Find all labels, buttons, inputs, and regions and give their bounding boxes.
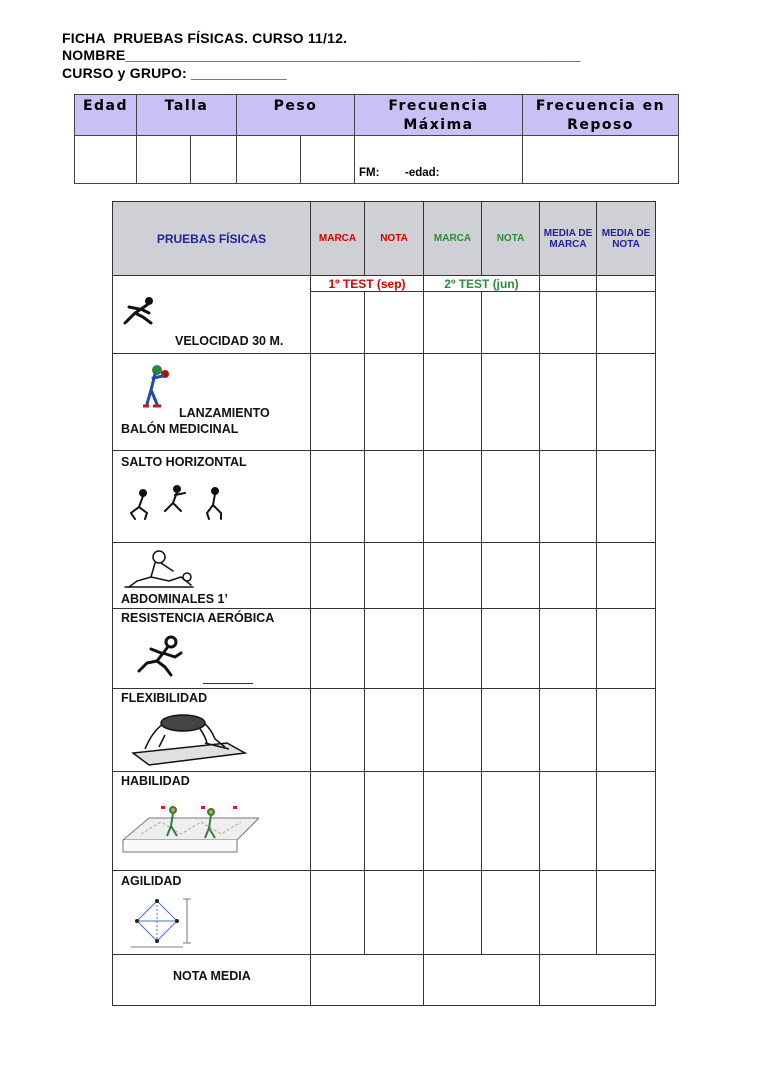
abdominales-media-nota[interactable]	[597, 543, 656, 609]
abdominales-media-marca[interactable]	[540, 543, 597, 609]
edad-label: -edad:	[405, 167, 440, 179]
flexibilidad-nota1[interactable]	[365, 689, 424, 772]
habilidad-cell	[113, 772, 311, 871]
resistencia-nota2[interactable]	[482, 609, 540, 689]
flexibilidad-cell	[113, 689, 311, 772]
habilidad-media-marca[interactable]	[540, 772, 597, 871]
table-row	[113, 354, 656, 451]
lanzamiento-marca2[interactable]	[424, 354, 482, 451]
velocidad-media-nota[interactable]	[597, 292, 656, 354]
salto-media-marca[interactable]	[540, 451, 597, 543]
habilidad-label: HABILIDAD	[121, 774, 190, 788]
salto-marca2[interactable]	[424, 451, 482, 543]
flexibilidad-media-marca[interactable]	[540, 689, 597, 772]
habilidad-nota2[interactable]	[482, 772, 540, 871]
lanzamiento-nota1[interactable]	[365, 354, 424, 451]
salto-marca1[interactable]	[311, 451, 365, 543]
pruebas-header: PRUEBAS FÍSICAS	[113, 202, 311, 276]
agilidad-label: AGILIDAD	[121, 874, 182, 888]
resistencia-label: RESISTENCIA AERÓBICA	[121, 611, 275, 625]
resistencia-nota1[interactable]	[365, 609, 424, 689]
salto-nota2[interactable]	[482, 451, 540, 543]
table-row	[113, 451, 656, 543]
agility-diagram-icon	[127, 891, 207, 949]
velocidad-media-marca[interactable]	[540, 292, 597, 354]
flexibilidad-marca2[interactable]	[424, 689, 482, 772]
runner-icon	[125, 635, 189, 677]
agilidad-media-nota[interactable]	[597, 871, 656, 955]
marca2-header: MARCA	[424, 202, 482, 276]
nota-media-test1[interactable]	[311, 955, 424, 1006]
table-row	[113, 543, 656, 609]
flexibilidad-marca1[interactable]	[311, 689, 365, 772]
col-talla: Talla	[137, 95, 237, 136]
agilidad-marca1[interactable]	[311, 871, 365, 955]
stretch-icon	[129, 709, 247, 767]
resistencia-marca1[interactable]	[311, 609, 365, 689]
agilidad-marca2[interactable]	[424, 871, 482, 955]
abdominales-nota1[interactable]	[365, 543, 424, 609]
lanzamiento-nota2[interactable]	[482, 354, 540, 451]
salto-label: SALTO HORIZONTAL	[121, 455, 247, 469]
table-row	[113, 689, 656, 772]
lanzamiento-media-nota[interactable]	[597, 354, 656, 451]
velocidad-nota2[interactable]	[482, 292, 540, 354]
name-line[interactable]: NOMBRE_________________________________________________________	[62, 47, 581, 63]
lanzamiento-label-b: BALÓN MEDICINAL	[121, 422, 239, 436]
talla-cell-a[interactable]	[137, 136, 191, 184]
table-row	[113, 871, 656, 955]
habilidad-marca2[interactable]	[424, 772, 482, 871]
agilidad-media-marca[interactable]	[540, 871, 597, 955]
tests-table	[112, 201, 656, 1006]
flexibilidad-nota2[interactable]	[482, 689, 540, 772]
edad-cell[interactable]	[75, 136, 137, 184]
resistencia-media-nota[interactable]	[597, 609, 656, 689]
abdominales-nota2[interactable]	[482, 543, 540, 609]
sheet-title: FICHA PRUEBAS FÍSICAS. CURSO 11/12.	[62, 30, 348, 46]
habilidad-media-nota[interactable]	[597, 772, 656, 871]
agility-course-icon	[121, 796, 259, 860]
col-frecuencia-reposo: Frecuencia en Reposo	[523, 95, 679, 136]
ball-throw-icon	[135, 362, 179, 412]
salto-nota1[interactable]	[365, 451, 424, 543]
test1-label: 1º TEST (sep)	[311, 276, 424, 292]
nota-media-cell	[113, 955, 311, 1006]
col-frecuencia-maxima: Frecuencia Máxima	[355, 95, 523, 136]
flexibilidad-label: FLEXIBILIDAD	[121, 691, 208, 705]
test2-label: 2º TEST (jun)	[424, 276, 540, 292]
velocidad-marca1[interactable]	[311, 292, 365, 354]
table-row	[113, 772, 656, 871]
long-jump-icon	[121, 483, 231, 523]
agilidad-cell	[113, 871, 311, 955]
resistencia-media-marca[interactable]	[540, 609, 597, 689]
velocidad-label: VELOCIDAD 30 M.	[175, 333, 284, 348]
nota2-header: NOTA	[482, 202, 540, 276]
habilidad-marca1[interactable]	[311, 772, 365, 871]
col-edad: Edad	[75, 95, 137, 136]
personal-data-table	[74, 94, 679, 184]
table-row	[113, 292, 656, 354]
abdominales-marca2[interactable]	[424, 543, 482, 609]
abdominales-marca1[interactable]	[311, 543, 365, 609]
talla-cell-b[interactable]	[191, 136, 237, 184]
salto-cell	[113, 451, 311, 543]
table-row	[113, 609, 656, 689]
nota1-header: NOTA	[365, 202, 424, 276]
nota-media-test2[interactable]	[424, 955, 540, 1006]
media-marca-header: MEDIA DE MARCA	[540, 202, 597, 276]
marca1-header: MARCA	[311, 202, 365, 276]
peso-cell-a[interactable]	[237, 136, 301, 184]
velocidad-marca2[interactable]	[424, 292, 482, 354]
abdominales-cell	[113, 543, 311, 609]
peso-cell-b[interactable]	[301, 136, 355, 184]
velocidad-cell	[113, 292, 311, 354]
media-nota-header: MEDIA DE NOTA	[597, 202, 656, 276]
lanzamiento-media-marca[interactable]	[540, 354, 597, 451]
lanzamiento-label-a: LANZAMIENTO	[179, 406, 270, 420]
velocidad-nota1[interactable]	[365, 292, 424, 354]
agilidad-nota2[interactable]	[482, 871, 540, 955]
nota-media-final[interactable]	[540, 955, 656, 1006]
lanzamiento-marca1[interactable]	[311, 354, 365, 451]
reposo-cell[interactable]	[523, 136, 679, 184]
fm-label: FM:	[359, 167, 380, 179]
abdominales-label: ABDOMINALES 1’	[121, 592, 228, 606]
nota-media-row	[113, 955, 656, 1006]
resistencia-cell	[113, 609, 311, 689]
flexibilidad-media-nota[interactable]	[597, 689, 656, 772]
group-line[interactable]: CURSO y GRUPO: ____________	[62, 65, 287, 81]
habilidad-nota1[interactable]	[365, 772, 424, 871]
resistencia-marca2[interactable]	[424, 609, 482, 689]
fm-cell[interactable]	[355, 136, 523, 184]
sprinter-icon	[119, 295, 159, 333]
lanzamiento-cell	[113, 354, 311, 451]
col-peso: Peso	[237, 95, 355, 136]
salto-media-nota[interactable]	[597, 451, 656, 543]
situp-icon	[121, 547, 197, 591]
nota-media-label: NOTA MEDIA	[173, 969, 251, 983]
agilidad-nota1[interactable]	[365, 871, 424, 955]
